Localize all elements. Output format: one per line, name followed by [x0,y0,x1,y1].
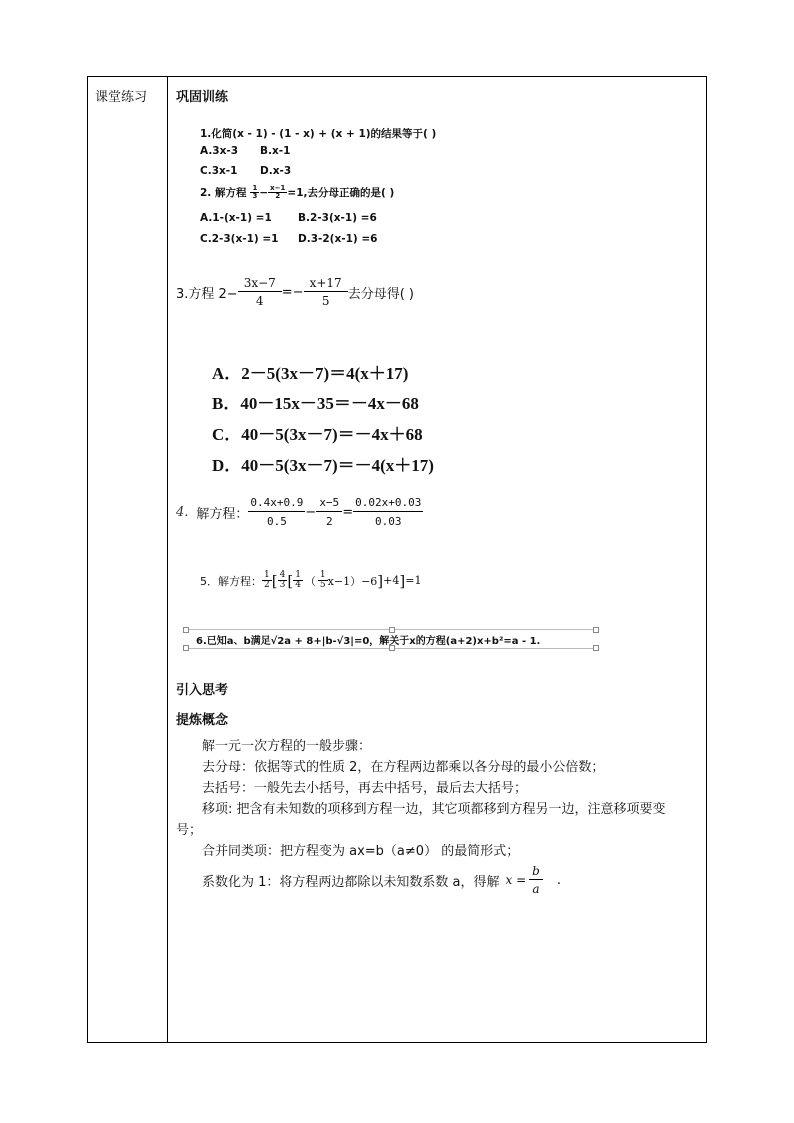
step-denominator: 去分母：依据等式的性质 2，在方程两边都乘以各分母的最小公倍数； [202,760,605,775]
q2-option-b: B.2-3(x-1) =6 [298,212,377,224]
q4-label: 解方程： [196,506,249,522]
q5-tail-2: +4 [383,574,400,587]
q5-fraction-4: $\frac{1}{5}$ [319,570,326,590]
q3-suffix: 去分母得( ) [347,286,414,302]
q3-option-b: B．40－15x－35＝－4x－68 [212,394,419,413]
step-intro: 解一元一次方程的一般步骤： [202,739,372,754]
q5-label: 5．解方程： [200,574,262,588]
q1-option-b: B.x-1 [260,145,291,157]
q2-suffix: =1,去分母正确的是( ) [287,187,395,199]
question-6-text: 6.已知a、b满足√2a + 8+|b-√3|=0，解关于x的方程(a+2)x+b²=a - 1. [196,636,541,647]
q3-equals: =− [281,284,304,300]
question-2 [200,185,394,200]
question-3 [176,277,414,307]
q3-option-c: C．40－5(3x－7)＝－4x＋68 [212,425,423,444]
q5-fraction-1: $\frac{1}{2}$ [264,570,270,590]
q1-option-d: D.x-3 [260,165,292,177]
q2-fraction-1: $\frac{1}{3}$ [252,184,258,200]
step-coefficient [202,865,561,895]
q5-tail-3: =1 [405,574,422,587]
question-6-box [186,629,596,649]
q3-option-a: A．2－5(3x－7)＝4(x＋17) [212,364,409,383]
q5-tail-1: x−1）−6 [327,574,378,588]
q4-fraction-2: $\frac{x-5}{2}$ [316,497,342,527]
q5-fraction-3: $\frac{1}{4}$ [295,570,301,590]
q2-option-d: D.3-2(x-1) =6 [298,233,378,245]
solution-end: . [556,872,561,888]
q4-equals: = [342,504,354,520]
q2-option-c: C.2-3(x-1) =1 [200,233,279,245]
question-1-text: 1.化简(x - 1) - (1 - x) + (x + 1)的结果等于( ) [200,128,437,140]
solution-lhs: x = [505,873,527,887]
step-brackets: 去括号：一般先去小括号，再去中括号，最后去大括号； [202,781,528,796]
section-title-thinking: 引入思考 [176,683,229,698]
q4-fraction-1: $\frac{0.4x+0.9}{0.5}$ [250,496,304,528]
q5-fraction-2: $\frac{4}{3}$ [279,570,286,590]
step-transpose: 移项: 把含有未知数的项移到方程一边，其它项都移到方程另一边，注意移项要变 [202,802,666,817]
q1-option-a: A.3x-3 [200,145,239,157]
column-divider [167,77,168,1042]
q4-minus: − [305,504,317,520]
section-title-consolidation: 巩固训练 [176,90,229,105]
q3-prefix: 3.方程 2− [176,286,238,302]
q3-option-d: D．40－5(3x－7)＝－4(x＋17) [212,456,434,475]
row-label: 课堂练习 [95,90,148,105]
q4-number: 4. [176,504,189,520]
content-cell [176,77,706,1042]
lesson-table [87,76,707,1043]
q2-fraction-2: $\frac{x-1}{2}$ [270,184,286,200]
step-coefficient-text: 系数化为 1：将方程两边都除以未知数系数 a，得解 [202,874,500,890]
q2-prefix: 2. 解方程 [200,187,247,199]
q1-option-c: C.3x-1 [200,165,238,177]
q2-option-a: A.1-(x-1) =1 [200,212,272,224]
q4-fraction-3: $\frac{0.02x+0.03}{0.03}$ [355,496,422,528]
question-5: 5．解方程： $\frac{1}{2}$ [ $\frac{4}{3}$ [ $\frac{1}{4}$ （ $\frac{1}{5}$ x−1）−6 ] +4 ] =1 [200,570,422,590]
q3-fraction-2: $\frac{x+17}{5}$ [304,277,348,307]
section-title-concept: 提炼概念 [176,713,229,728]
q3-fraction-1: $\frac{3x-7}{4}$ [238,277,282,307]
solution-fraction: $\frac{b}{a}$ [529,865,543,895]
step-transpose-cont: 号； [176,823,203,838]
step-combine: 合并同类项：把方程变为 ax=b（a≠0） 的最简形式； [202,844,520,859]
question-4 [176,497,423,527]
q2-minus: − [259,186,269,199]
